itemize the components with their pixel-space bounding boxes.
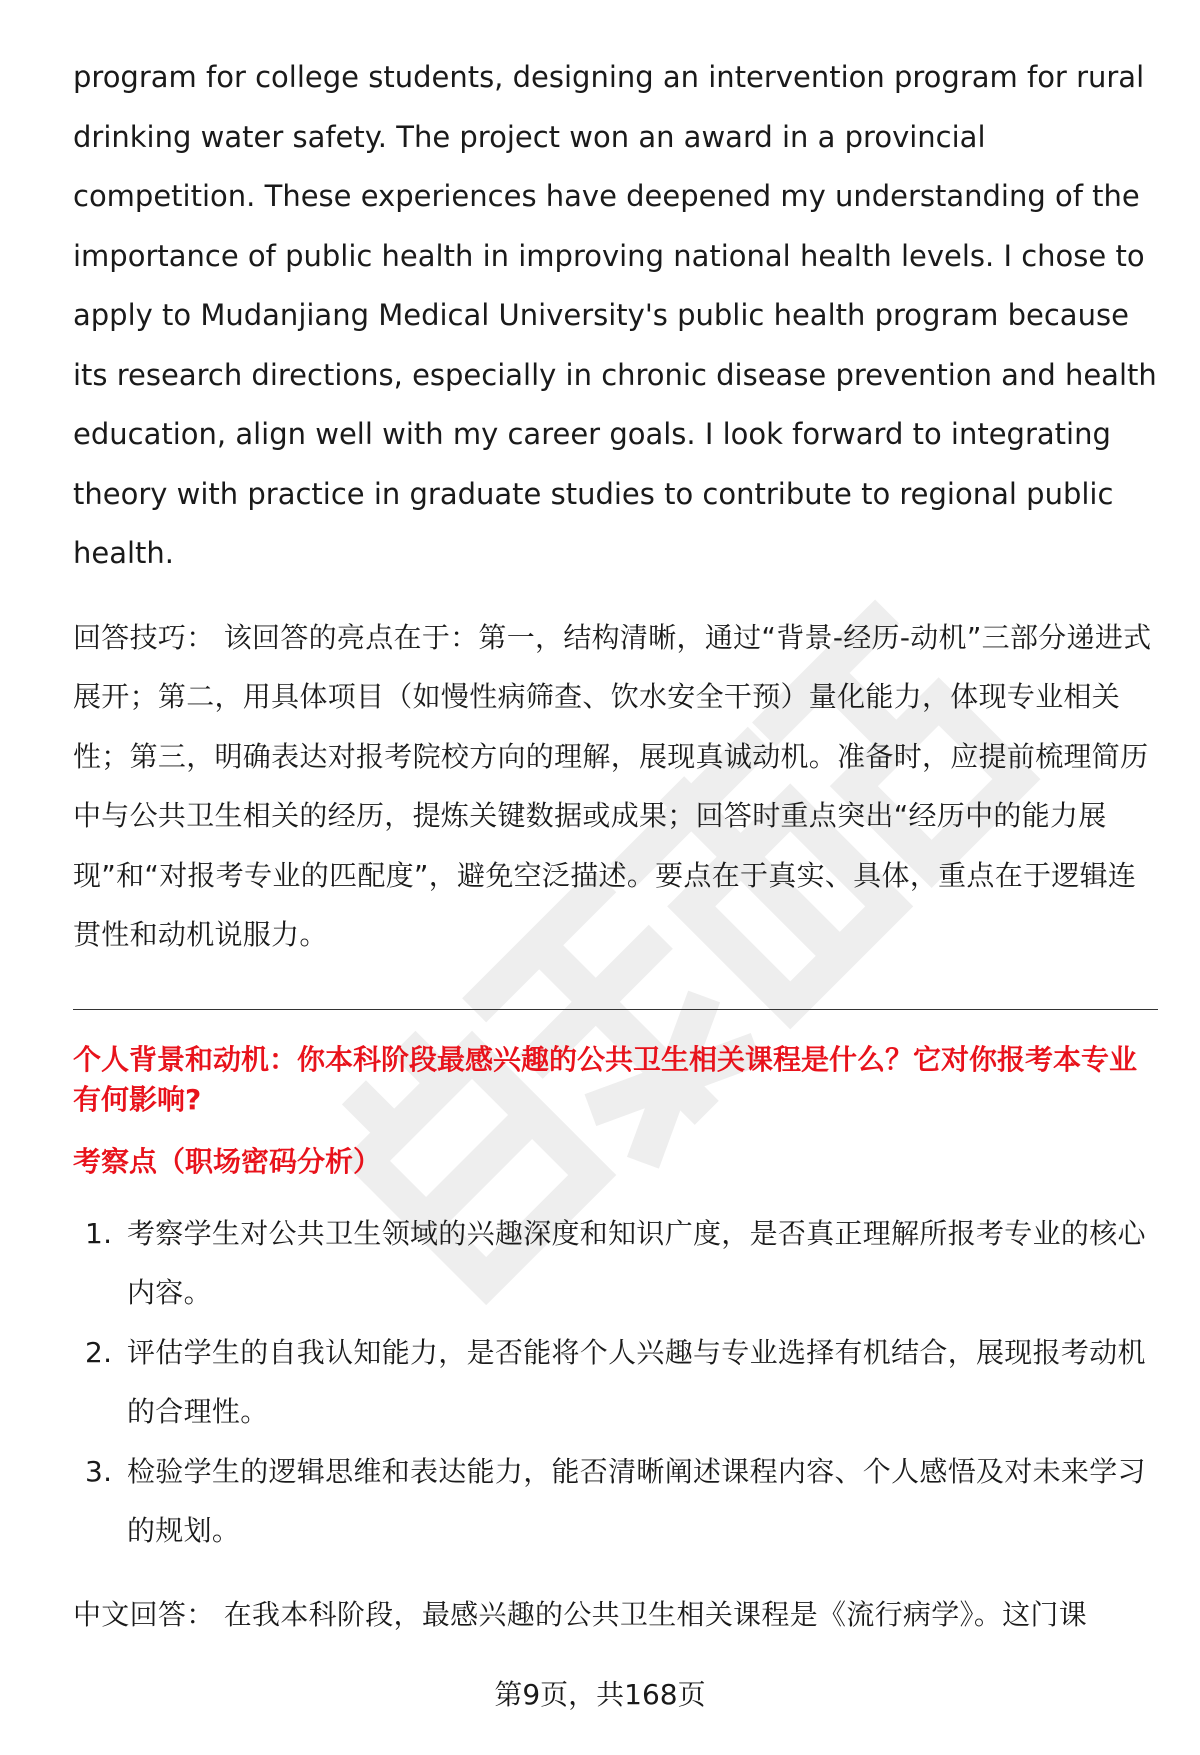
answer-paragraph — [73, 1585, 1158, 1645]
list-text: 评估学生的自我认知能力，是否能将个人兴趣与专业选择有机结合，展现报考动机的合理性。 — [127, 1335, 1146, 1428]
tips-paragraph — [73, 608, 1158, 965]
page-number: 第9页，共168页 — [494, 1678, 706, 1711]
list-number: 2. — [85, 1335, 113, 1369]
list-item — [73, 1323, 1158, 1442]
list-text: 检验学生的逻辑思维和表达能力，能否清晰阐述课程内容、个人感悟及对未来学习的规划。 — [127, 1454, 1146, 1547]
list-item — [73, 1204, 1158, 1323]
analysis-title: 考察点（职场密码分析） — [73, 1144, 382, 1178]
answer-text: 在我本科阶段，最感兴趣的公共卫生相关课程是《流行病学》。这门课 — [223, 1597, 1088, 1631]
analysis-points — [73, 1204, 1158, 1561]
section-divider — [73, 1009, 1158, 1010]
list-number: 3. — [85, 1454, 113, 1488]
question-title: 个人背景和动机：你本科阶段最感兴趣的公共卫生相关课程是什么？它对你报考本专业有何影响? — [73, 1042, 1138, 1116]
tips-label: 回答技巧： — [73, 620, 215, 654]
page-content — [73, 48, 1158, 1644]
list-text: 考察学生对公共卫生领域的兴趣深度和知识广度，是否真正理解所报考专业的核心内容。 — [127, 1216, 1146, 1309]
list-number: 1. — [85, 1216, 113, 1250]
tips-text: 该回答的亮点在于：第一，结构清晰，通过“背景-经历-动机”三部分递进式展开；第二，用具体项目（如慢性病筛查、饮水安全干预）量化能力，体现专业相关性；第三，明确表达对报考院校方向的理解，展现真诚动机。准备时，应提前梳理简历中与公共卫生相关的经历，提炼关键数据或成果；回答时重点突出“经历中的能力展现”和“对报考专业的匹配度”，避免空泛描述。要点在于真实、具体，重点在于逻辑连贯性和动机说服力。 — [73, 620, 1152, 951]
answer-label: 中文回答： — [73, 1597, 215, 1631]
list-item — [73, 1442, 1158, 1561]
english-paragraph: program for college students, designing an intervention program for rural drinking water safety. The project won an award in a provincial competition. These experiences have deepened my understanding of the importance of public health in improving national health levels. I chose to apply to Mudanjiang Medical University's public health program because its research directions, especially in chronic disease prevention and health education, align well with my career goals. I look forward to integrating theory with practice in graduate studies to contribute to regional public health. — [73, 60, 1157, 570]
